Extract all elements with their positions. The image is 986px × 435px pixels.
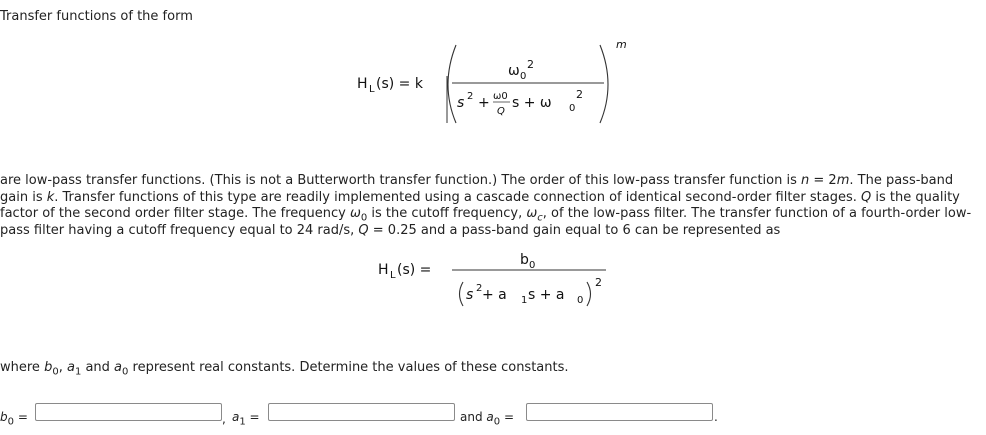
eq1-den-s2: s + ω: [512, 95, 552, 111]
b0-label: [0, 410, 28, 428]
eq1-den-s-sup: 2: [467, 91, 474, 102]
eq1-num-omega: ω: [508, 63, 520, 79]
eq2-den-s2: s + a: [528, 287, 565, 303]
para-text-8: = 0.25 and a pass-band gain equal to 6 can be represented as: [368, 222, 781, 238]
eq1-num-sup: 2: [527, 58, 534, 71]
eq1-small-frac-num: ω0: [493, 91, 508, 102]
var-m: m: [836, 173, 850, 188]
where-text-1: where: [0, 360, 45, 375]
var-n: n: [801, 173, 810, 188]
eq2-left-paren: [460, 282, 464, 306]
a1-label: [232, 410, 260, 428]
para-text-6: is the cutoff frequency,: [367, 206, 527, 221]
eq2-den-s: s: [466, 287, 474, 303]
where-b: b: [44, 360, 53, 375]
a1-label-sub: 1: [239, 416, 246, 428]
eq2-right-paren: [587, 282, 591, 306]
var-omega-c-sub: c: [537, 212, 543, 224]
separator-comma: ,: [222, 412, 226, 426]
var-omega: ω: [350, 206, 361, 221]
where-text-4: represent real constants. Determine the values of these constants.: [128, 360, 569, 375]
eq1-small-frac-den: Q: [497, 106, 505, 117]
and-text: and: [460, 410, 487, 424]
b0-input[interactable]: [35, 403, 222, 421]
para-text-3: . The pass-band gain is: [0, 173, 954, 205]
eq2-a1-sub: 1: [521, 295, 528, 306]
eq2-a0-sub: 0: [577, 295, 584, 306]
where-a1-sub: 1: [74, 366, 82, 378]
eq1-num-sub: 0: [520, 71, 527, 82]
equation-2: [370, 246, 620, 316]
eq2-lhs-arg: (s) =: [397, 262, 432, 278]
where-text-2: ,: [58, 360, 67, 375]
eq2-outer-exp: 2: [595, 276, 602, 289]
eq2-lhs: H: [378, 262, 389, 278]
a0-input[interactable]: [526, 403, 713, 421]
var-omega-c: ω: [526, 206, 538, 221]
a0-label-sub: 0: [493, 416, 501, 428]
para-text-2: = 2: [809, 173, 837, 188]
eq2-den-s-sup: 2: [476, 283, 483, 294]
a0-label-eq: =: [500, 410, 514, 424]
where-a0: a: [114, 360, 123, 375]
eq1-right-paren: [600, 45, 608, 123]
var-k: k: [46, 189, 55, 205]
eq2-num-sub: 0: [529, 260, 536, 271]
eq1-lhs-arg: (s) = k: [376, 76, 423, 92]
where-b-sub: 0: [52, 366, 59, 378]
where-text-3: and: [81, 360, 115, 375]
var-omega-sub: 0: [360, 212, 368, 224]
b0-label-var: b: [0, 410, 8, 424]
eq1-den-plus: +: [478, 95, 490, 111]
where-a0-sub: 0: [122, 366, 129, 378]
eq2-num: b: [520, 252, 529, 268]
para-text-1: are low-pass transfer functions. (This is not a Butterworth transfer function.) The order of this low-pass transfer function is: [0, 173, 802, 188]
b0-label-eq: =: [14, 410, 28, 424]
a1-input[interactable]: [268, 403, 455, 421]
eq1-lhs: H: [357, 76, 368, 92]
eq1-den-w-sub: 0: [569, 103, 576, 114]
eq1-den-w-sup: 2: [576, 88, 583, 101]
a1-label-var: a: [232, 410, 240, 424]
eq2-den-mid: + a: [482, 287, 507, 303]
where-line: [0, 360, 569, 378]
eq1-den-s: s: [457, 95, 465, 111]
eq2-lhs-sub: L: [390, 270, 396, 281]
var-q-2: Q: [358, 222, 369, 238]
a0-label: [460, 410, 514, 428]
eq1-left-paren: [448, 45, 456, 123]
where-a1: a: [66, 360, 75, 375]
b0-label-sub: 0: [7, 416, 14, 428]
var-q: Q: [861, 189, 872, 205]
a0-label-var: a: [486, 410, 494, 424]
para-text-4: . Transfer functions of this type are readily implemented using a cascade connection of identical second-order filter stages.: [54, 189, 862, 205]
equation-1: [340, 35, 640, 135]
end-period: .: [714, 410, 718, 424]
para-text-5: is the quality factor of the second order filter stage. The frequency: [0, 189, 960, 221]
problem-paragraph: [0, 173, 984, 239]
eq1-lhs-sub: L: [369, 84, 375, 95]
eq1-outer-exp: m: [616, 38, 627, 51]
a1-label-eq: =: [245, 410, 260, 424]
intro-text: Transfer functions of the form: [0, 9, 193, 24]
para-text-7: , of the low-pass filter. The transfer function of a fourth-order low-pass filter having a cutoff frequency equal to 24 rad/s,: [0, 206, 972, 238]
